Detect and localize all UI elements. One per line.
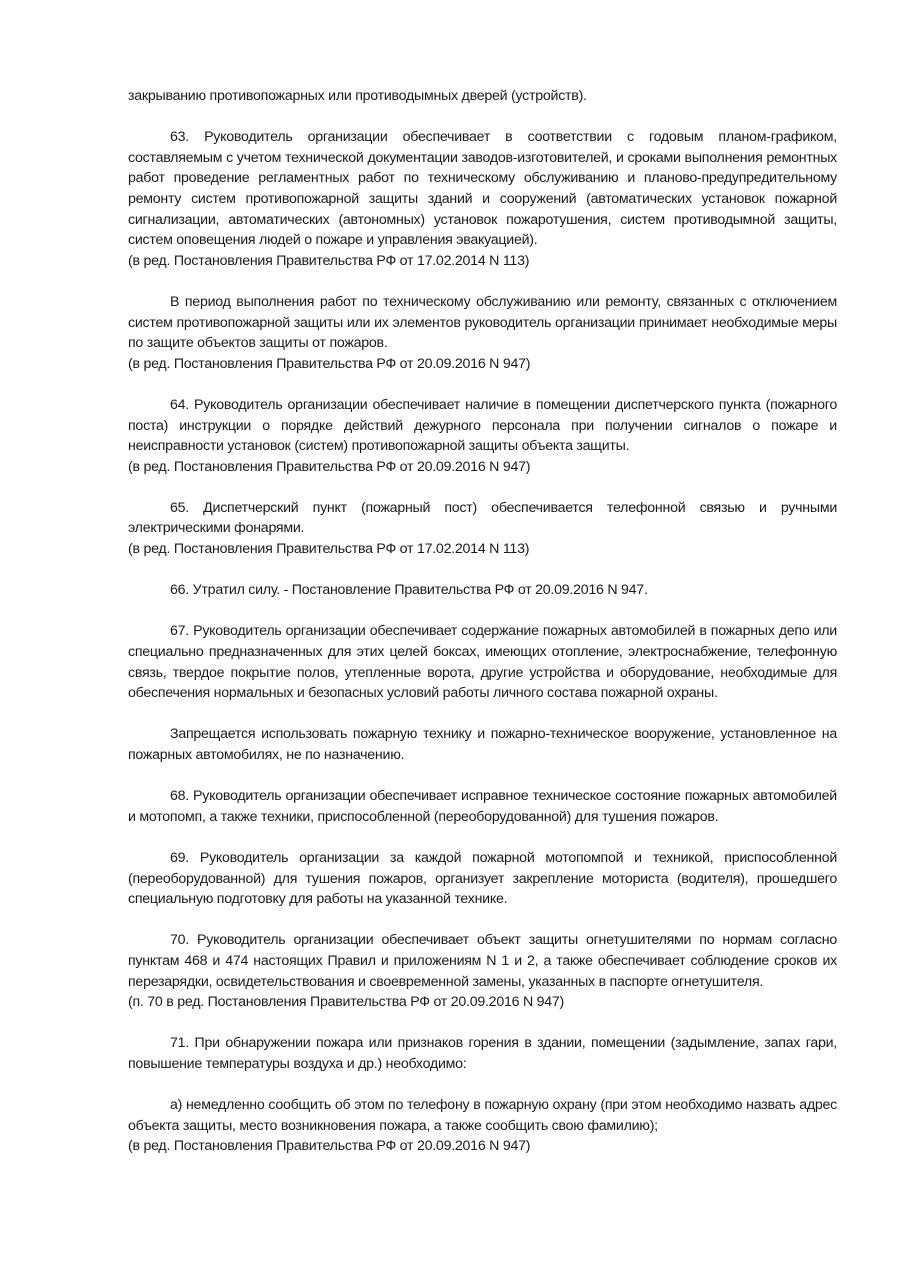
paragraph-68 bbox=[128, 786, 837, 827]
paragraph-text: 71. При обнаружении пожара или признаков горения в здании, помещении (задымление, запах гари, повышение температуры воздуха и др.) необходимо: bbox=[128, 1035, 837, 1072]
paragraph-71-a bbox=[128, 1095, 837, 1157]
paragraph-text: 63. Руководитель организации обеспечивает в соответствии с годовым планом-графиком, составляемым с учетом технической документации заводов-изготовителей, и сроками выполнения ремонтных работ проведение регламентных работ по техническому обслуживанию и планово-предупредительному ремонту систем противопожарной защиты зданий и сооружений (автоматических установок пожарной сигнализации, автоматических (автономных) установок пожаротушения, систем противодымной защиты, систем оповещения людей о пожаре и управления эвакуацией). bbox=[128, 129, 837, 249]
amendment-reference: (в ред. Постановления Правительства РФ от 17.02.2014 N 113) bbox=[128, 252, 530, 269]
paragraph-continuation bbox=[128, 86, 837, 107]
paragraph-63 bbox=[128, 127, 837, 271]
paragraph-71 bbox=[128, 1033, 837, 1074]
paragraph-text: 64. Руководитель организации обеспечивает наличие в помещении диспетчерского пункта (пожарного поста) инструкции о порядке действий дежурного персонала при получении сигналов о пожаре и неисправности установок (систем) противопожарной защиты объекта защиты. bbox=[128, 396, 837, 455]
amendment-reference: (в ред. Постановления Правительства РФ от 17.02.2014 N 113) bbox=[128, 541, 530, 558]
paragraph-67 bbox=[128, 621, 837, 703]
amendment-reference: (п. 70 в ред. Постановления Правительства РФ от 20.09.2016 N 947) bbox=[128, 994, 565, 1011]
paragraph-text: 68. Руководитель организации обеспечивает исправное техническое состояние пожарных автомобилей и мотопомп, а также техники, приспособленной (переоборудованной) для тушения пожаров. bbox=[128, 788, 837, 825]
paragraph-text: 70. Руководитель организации обеспечивает объект защиты огнетушителями по нормам согласно пунктам 468 и 474 настоящих Правил и приложениям N 1 и 2, а также обеспечивает соблюдение сроков их перезарядки, освидетельствования и своевременной замены, указанных в паспорте огнетушителя. bbox=[128, 932, 837, 990]
paragraph-67-prohibition bbox=[128, 724, 837, 765]
amendment-reference: (в ред. Постановления Правительства РФ от 20.09.2016 N 947) bbox=[128, 355, 531, 372]
paragraph-text: закрыванию противопожарных или противодымных дверей (устройств). bbox=[128, 88, 587, 104]
paragraph-text: а) немедленно сообщить об этом по телефону в пожарную охрану (при этом необходимо назвать адрес объекта защиты, место возникновения пожара, а также сообщить свою фамилию); bbox=[128, 1097, 837, 1134]
paragraph-63-maintenance bbox=[128, 292, 837, 374]
paragraph-text: Запрещается использовать пожарную технику и пожарно-техническое вооружение, установленное на пожарных автомобилях, не по назначению. bbox=[128, 726, 837, 763]
paragraph-66 bbox=[128, 580, 837, 601]
amendment-reference: (в ред. Постановления Правительства РФ от 20.09.2016 N 947) bbox=[128, 1138, 531, 1155]
amendment-reference: (в ред. Постановления Правительства РФ от 20.09.2016 N 947) bbox=[128, 458, 531, 475]
paragraph-70 bbox=[128, 930, 837, 1012]
paragraph-text: В период выполнения работ по техническому обслуживанию или ремонту, связанных с отключением систем противопожарной защиты или их элементов руководитель организации принимает необходимые меры по защите объектов защиты от пожаров. bbox=[128, 293, 837, 352]
paragraph-text: 65. Диспетчерский пункт (пожарный пост) обеспечивается телефонной связью и ручными электрическими фонарями. bbox=[128, 499, 837, 537]
paragraph-64 bbox=[128, 395, 837, 477]
paragraph-text: 69. Руководитель организации за каждой пожарной мотопомпой и техникой, приспособленной (переоборудованной) для тушения пожаров, организует закрепление моториста (водителя), прошедшего специальную подготовку для работы на указанной технике. bbox=[128, 849, 837, 908]
document-page bbox=[128, 86, 837, 1177]
paragraph-69 bbox=[128, 848, 837, 910]
paragraph-text: 67. Руководитель организации обеспечивает содержание пожарных автомобилей в пожарных депо или специально предназначенных для этих целей боксах, имеющих отопление, электроснабжение, телефонную связь, твердое покрытие полов, утепленные ворота, другие устройства и оборудование, необходимые для обеспечения нормальных и безопасных условий работы личного состава пожарной охраны. bbox=[128, 623, 837, 702]
paragraph-65 bbox=[128, 498, 837, 560]
paragraph-text: 66. Утратил силу. - Постановление Правительства РФ от 20.09.2016 N 947. bbox=[170, 582, 648, 599]
